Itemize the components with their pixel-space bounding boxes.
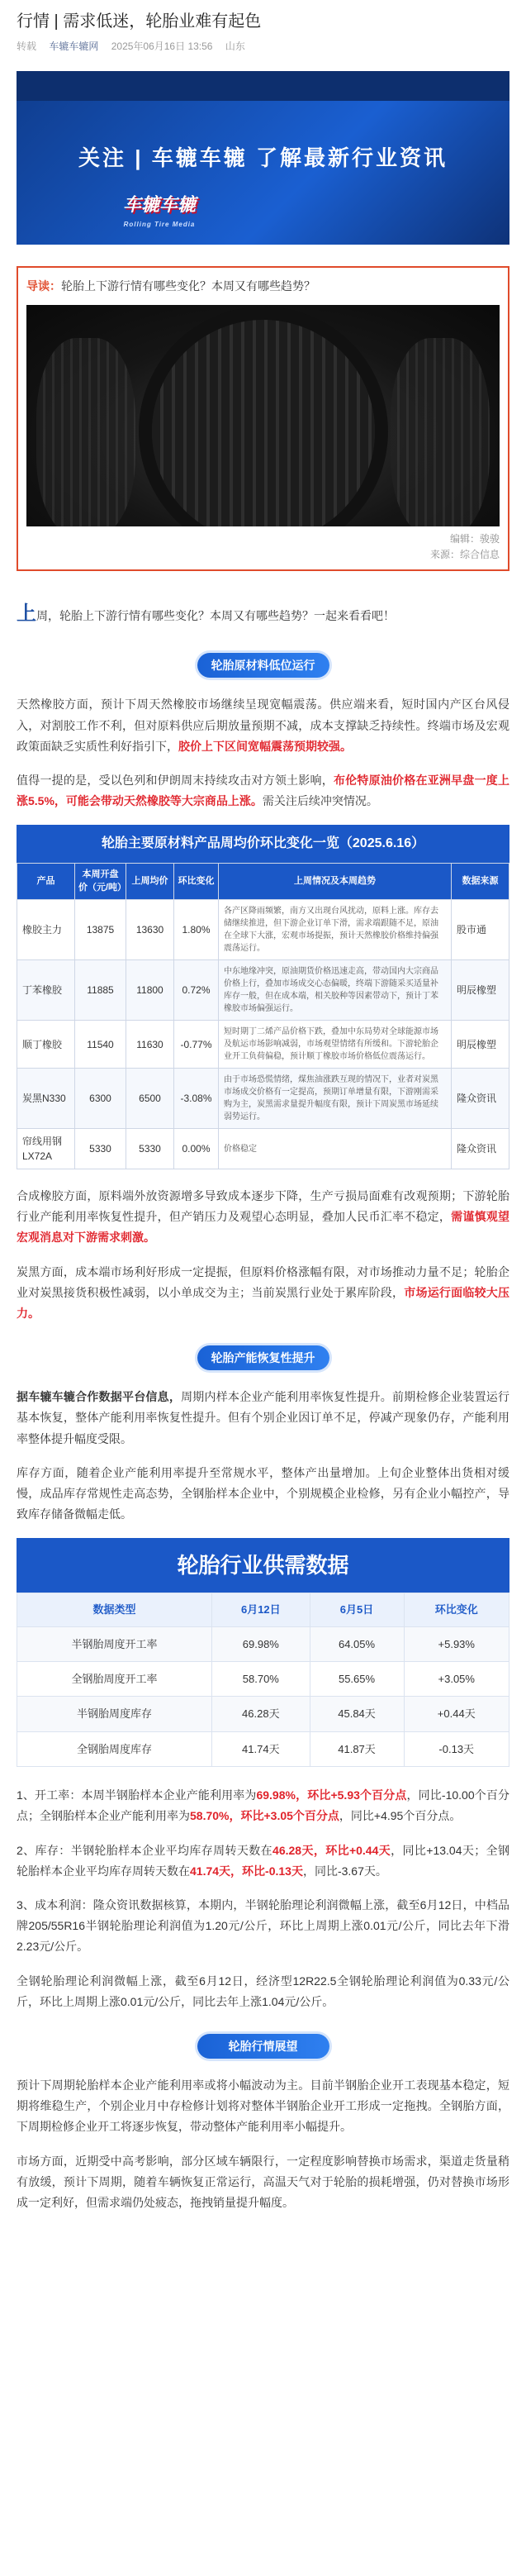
tire-right-icon <box>391 338 490 526</box>
price-cell-reason: 各产区降雨频繁，南方又出现台风扰动，原料上涨。库存去储继续推进，但下游企业订单下滑，需求端跟随不足，原油在全球下大涨，宏观市场提振，预计天然橡胶价格维持偏强震荡运行。 <box>219 900 452 960</box>
natural-rubber-paragraph <box>17 694 509 757</box>
stock-text-c: ，同比+13.04天；全钢轮胎样本企业平均库存周转天数在 <box>17 1843 509 1878</box>
brand-logo <box>114 188 205 228</box>
market-paragraph: 市场方面，近期受中高考影响，部分区域车辆限行，一定程度影响替换市场需求，渠道走货量稍有放缓，预计下周期，随着车辆恢复正常运行，高温天气对于轮胎的损耗增强，仍对替换市场形成一定利好，但需求端仍处疲态，拖拽销量提升幅度。 <box>17 2154 509 2209</box>
sd-cell-change: +0.44天 <box>404 1697 509 1731</box>
publish-date: 2025年06月16日 13:56 <box>111 40 213 52</box>
price-cell-change: 0.72% <box>174 960 219 1021</box>
intro-drop-cap: 上 <box>17 602 36 626</box>
utilization-paragraph <box>17 1785 509 1826</box>
price-cell-change: 1.80% <box>174 900 219 960</box>
supply-demand-grid <box>17 1593 509 1767</box>
oil-tail: 需关注后续冲突情况。 <box>262 794 378 808</box>
price-cell-product: 炭黑N330 <box>17 1069 75 1129</box>
stock-text-a: 2、库存：半钢轮胎样本企业平均库存周转天数在 <box>17 1843 273 1857</box>
profit-paragraph: 3、成本利润：隆众资讯数据核算，本期内，半钢轮胎理论利润微幅上涨，截至6月12日，中档品牌205/55R16半钢轮胎理论利润值为1.20元/公斤，环比上周期上涨0.01元/公斤，同比去年下滑2.23元/公斤。 <box>17 1898 509 1954</box>
price-cell-source: 股市通 <box>452 900 509 960</box>
account-link[interactable]: 车辘车辘网 <box>49 40 99 52</box>
price-cell-product: 丁苯橡胶 <box>17 960 75 1021</box>
truck-profit-paragraph: 全钢轮胎理论利润微幅上涨，截至6月12日，经济型12R22.5全钢轮胎理论利润值为0.33元/公斤，环比上周期上涨0.01元/公斤，同比去年上涨1.04元/公斤。 <box>17 1974 509 2008</box>
article-title: 行情 | 需求低迷，轮胎业难有起色 <box>17 12 262 31</box>
lead-box <box>17 266 509 572</box>
carbon-black-paragraph <box>17 1262 509 1325</box>
sd-header-cell: 环比变化 <box>404 1593 509 1626</box>
lead-text <box>26 276 500 297</box>
banner-stripe <box>17 71 509 101</box>
original-label: 转载 <box>17 40 37 52</box>
price-table-grid <box>17 863 509 1169</box>
stock-highlight-d: 41.74天，环比-0.13天 <box>190 1864 303 1878</box>
price-cell-reason: 价格稳定 <box>219 1129 452 1169</box>
price-cell-open: 6300 <box>75 1069 126 1129</box>
price-header-cell: 产品 <box>17 864 75 900</box>
price-cell-source: 明辰橡塑 <box>452 960 509 1021</box>
natural-rubber-highlight: 胶价上下区间宽幅震荡预期较强。 <box>178 739 352 753</box>
sd-cell-jun12: 58.70% <box>212 1662 310 1697</box>
capacity-text: 周期内样本企业产能利用率恢复性提升。前期检修企业装置运行基本恢复，整体产能利用率恢复性提升。但有个别企业因订单不足，停减产现象仍存，产能利用率整体提升幅度受限。 <box>17 1390 510 1445</box>
price-cell-open: 11540 <box>75 1021 126 1069</box>
price-header-cell: 上周情况及本周趋势 <box>219 864 452 900</box>
sd-row <box>17 1626 509 1661</box>
price-row <box>17 1021 509 1069</box>
publish-region: 山东 <box>225 40 245 52</box>
stock-paragraph <box>17 1840 509 1882</box>
price-row <box>17 1129 509 1169</box>
brand-logo-sub: Rolling Tire Media <box>123 220 196 228</box>
price-table-header <box>17 864 509 900</box>
oil-text: 值得一提的是，受以色列和伊朗周末持续攻击对方领土影响， <box>17 773 334 787</box>
sd-row <box>17 1662 509 1697</box>
price-cell-reason: 短时期丁二烯产品价格下跌，叠加中东局势对全球能源市场及航运市场影响减弱，市场观望情绪有所缓和。下游轮胎企业开工负荷偏稳，预计顺丁橡胶市场价格低位震荡运行。 <box>219 1021 452 1069</box>
price-header-cell: 本周开盘价（元/吨） <box>75 864 126 900</box>
sd-cell-jun12: 69.98% <box>212 1626 310 1661</box>
sd-cell-jun5: 45.84天 <box>310 1697 404 1731</box>
lead-label: 导读： <box>26 279 61 293</box>
brand-logo-text: 车辘车辘 <box>122 193 196 215</box>
capacity-lead: 据车辘车辘合作数据平台信息， <box>17 1390 182 1404</box>
outlook-paragraph: 预计下周期轮胎样本企业产能利用率或将小幅波动为主。目前半钢胎企业开工表现基本稳定，短期将维稳生产，个别企业月中存检修计划将对整体半钢胎企业开工形成一定拖拽。全钢胎方面，下周期检修企业开工将逐步恢复，带动整体产能利用率小幅提升。 <box>17 2078 509 2134</box>
price-cell-last: 5330 <box>126 1129 174 1169</box>
util-highlight-d: 58.70%，环比+3.05个百分点 <box>190 1809 339 1823</box>
supply-demand-title: 轮胎行业供需数据 <box>17 1538 509 1593</box>
sd-cell-jun12: 41.74天 <box>212 1731 310 1766</box>
sd-header-cell: 6月12日 <box>212 1593 310 1626</box>
editor-credit: 编辑：骏骏 <box>449 532 500 545</box>
carbon-black-text: 炭黑方面，成本端市场利好形成一定提振，但原料价格涨幅有限，对市场推动力量不足；轮胎企业对炭黑接货积极性减弱，以小单成交为主；当前炭黑行业处于累库阶段， <box>17 1264 509 1299</box>
page-bottom-spacer <box>17 2226 509 2235</box>
sd-header-cell: 6月5日 <box>310 1593 404 1626</box>
util-text-c: ，同比-10.00个百分点；全钢胎样本企业产能利用率为 <box>17 1788 509 1823</box>
price-cell-open: 13875 <box>75 900 126 960</box>
price-cell-reason: 中东地缘冲突，原油期货价格迅速走高，带动国内大宗商品价格上行，叠加市场成交心态偏暖，终端下游随采买适量补库存一般，但在成本端，相关胶种等因素带动下，预计丁苯橡胶市场偏强运行。 <box>219 960 452 1021</box>
price-table-body <box>17 900 509 1169</box>
price-cell-last: 13630 <box>126 900 174 960</box>
carbon-black-highlight: 市场运行面临较大压力。 <box>17 1285 510 1320</box>
banner-text: 关注 | 车辘车辘 了解最新行业资讯 <box>78 145 448 170</box>
sd-cell-change: +5.93% <box>404 1626 509 1661</box>
supply-demand-header <box>17 1593 509 1626</box>
sd-cell-type: 半钢胎周度库存 <box>17 1697 212 1731</box>
supply-demand-table <box>17 1538 509 1767</box>
price-cell-reason: 由于市场恐慌情绪，煤焦油涨跌互现的情况下，业者对炭黑市场成交价格有一定提高，预期订单增量有限，下游刚需采购为主，炭黑需求量提升幅度有限，预计下周炭黑市场延续弱势运行。 <box>219 1069 452 1129</box>
natural-rubber-text: 天然橡胶方面，预计下周天然橡胶市场继续呈现宽幅震荡。供应端来看，短时国内产区台风侵入，对割胶工作不利，但对原料供应后期放量预期不减，成本支撑缺乏持续性。终端市场及宏观政策面缺乏实质性利好指引下， <box>17 698 509 753</box>
sd-cell-type: 全钢胎周度库存 <box>17 1731 212 1766</box>
price-cell-open: 5330 <box>75 1129 126 1169</box>
price-cell-change: -0.77% <box>174 1021 219 1069</box>
sd-cell-jun12: 46.28天 <box>212 1697 310 1731</box>
price-cell-last: 11630 <box>126 1021 174 1069</box>
price-cell-change: 0.00% <box>174 1129 219 1169</box>
tire-left-icon <box>36 338 135 526</box>
util-highlight-b: 69.98%，环比+5.93个百分点 <box>256 1788 407 1802</box>
price-row <box>17 1069 509 1129</box>
sd-cell-jun5: 41.87天 <box>310 1731 404 1766</box>
price-table <box>17 825 509 1169</box>
synthetic-rubber-text: 合成橡胶方面，原料端外放资源增多导致成本逐步下降，生产亏损局面难有改观预期；下游轮胎行业产能利用率恢复性提升，但产销压力及观望心态明显，叠加人民币汇率不稳定， <box>17 1189 509 1224</box>
article-meta <box>17 38 509 56</box>
oil-highlight: 布伦特原油价格在亚洲早盘一度上涨5.5%，可能会带动天然橡胶等大宗商品上涨。 <box>17 773 510 808</box>
follow-banner <box>17 71 509 245</box>
util-text-e: ，同比+4.95个百分点。 <box>339 1809 462 1823</box>
capacity-paragraph <box>17 1387 509 1450</box>
price-cell-product: 帘线用钢LX72A <box>17 1129 75 1169</box>
sd-cell-jun5: 55.65% <box>310 1662 404 1697</box>
price-table-title: 轮胎主要原材料产品周均价环比变化一览（2025.6.16） <box>17 825 509 863</box>
price-cell-open: 11885 <box>75 960 126 1021</box>
sd-cell-type: 半钢胎周度开工率 <box>17 1626 212 1661</box>
price-row <box>17 900 509 960</box>
stock-highlight-b: 46.28天，环比+0.44天 <box>272 1843 391 1857</box>
sd-row <box>17 1697 509 1731</box>
price-cell-last: 11800 <box>126 960 174 1021</box>
section-raw-materials: 轮胎原材料低位运行 <box>197 653 329 678</box>
intro-paragraph <box>17 596 509 631</box>
inventory-paragraph: 库存方面，随着企业产能利用率提升至常规水平，整体产出量增加。上旬企业整体出货相对缓慢，成品库存常规性走高态势，全钢胎样本企业中，个别规模企业检修，另有企业小幅控产，导致库存储备微幅走低。 <box>17 1465 509 1521</box>
price-cell-source: 隆众资讯 <box>452 1069 509 1129</box>
sd-row <box>17 1731 509 1766</box>
intro-text: 周，轮胎上下游行情有哪些变化？本周又有哪些趋势？一起来看看吧！ <box>36 609 395 623</box>
sd-cell-change: -0.13天 <box>404 1731 509 1766</box>
sd-header-cell: 数据类型 <box>17 1593 212 1626</box>
price-header-cell: 环比变化 <box>174 864 219 900</box>
price-header-cell: 数据来源 <box>452 864 509 900</box>
price-row <box>17 960 509 1021</box>
section-outlook: 轮胎行情展望 <box>197 2034 329 2059</box>
image-credits <box>26 531 500 563</box>
supply-demand-body <box>17 1626 509 1767</box>
sd-cell-jun5: 64.05% <box>310 1626 404 1661</box>
section-capacity: 轮胎产能恢复性提升 <box>197 1345 329 1370</box>
tire-image <box>26 305 500 526</box>
price-cell-source: 隆众资讯 <box>452 1129 509 1169</box>
price-header-cell: 上周均价 <box>126 864 174 900</box>
lead-question: 轮胎上下游行情有哪些变化？本周又有哪些趋势？ <box>61 279 315 293</box>
util-text-a: 1、开工率：本周半钢胎样本企业产能利用率为 <box>17 1788 257 1802</box>
stock-text-e: ，同比-3.67天。 <box>302 1864 387 1878</box>
source-credit: 来源：综合信息 <box>429 548 500 560</box>
price-cell-last: 6500 <box>126 1069 174 1129</box>
synthetic-rubber-highlight: 需谨慎观望宏观消息对下游需求刺激。 <box>17 1210 510 1245</box>
synthetic-rubber-paragraph <box>17 1186 509 1249</box>
oil-paragraph <box>17 770 509 812</box>
price-cell-product: 顺丁橡胶 <box>17 1021 75 1069</box>
sd-cell-change: +3.05% <box>404 1662 509 1697</box>
price-cell-source: 明辰橡塑 <box>452 1021 509 1069</box>
price-cell-change: -3.08% <box>174 1069 219 1129</box>
sd-cell-type: 全钢胎周度开工率 <box>17 1662 212 1697</box>
price-cell-product: 橡胶主力 <box>17 900 75 960</box>
tire-icon <box>152 320 375 526</box>
